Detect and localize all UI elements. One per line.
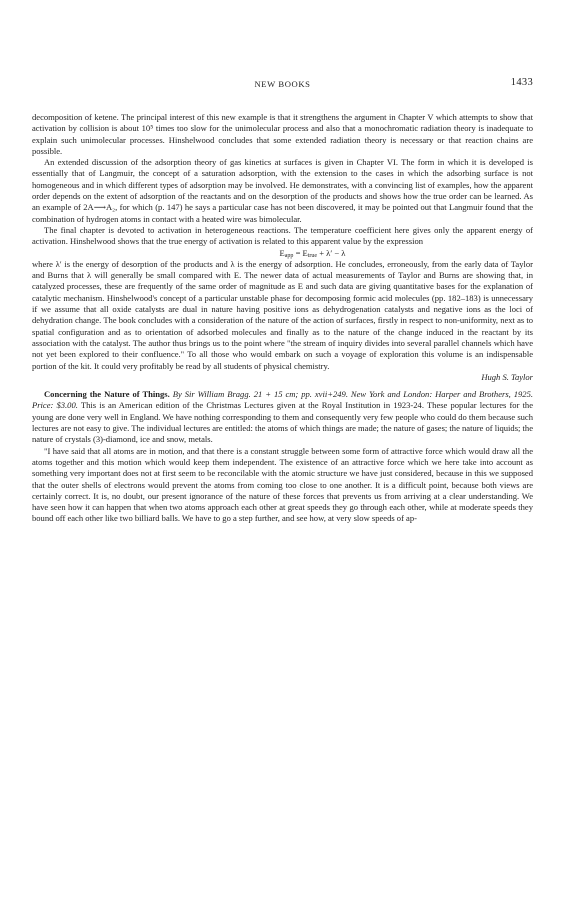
review1-paragraph-2: An extended discussion of the adsorption theory of gas kinetics at surfaces is given in Chapter VI. The form in which it is developed is essentially that of Langmuir, the concept of a saturation adsorption, with the extension to the cases in which the adsorbing surface is not homogeneous and in which different types of adsorption may be involved. He demonstrates, with a convincing list of examples, how the apparent order depends on the extent of adsorption of the reactants and on the desorption of the products and shows how the true order can be learned. As an example of 2A⟶A₂, for which (p. 147) he says a particular case has not been discovered, it may be pointed out that Langmuir found that the combination of hydrogen atoms in contact with a heated wire was bimolecular. (32, 157, 533, 224)
page-header (32, 79, 533, 95)
book-title: Concerning the Nature of Things. (44, 389, 170, 400)
eq-app-subscript: app (284, 252, 294, 259)
page-body (32, 112, 533, 525)
review2-quote: "I have said that all atoms are in motion, and that there is a constant struggle between some form of attractive force which would draw all the atoms together and this motion which would keep them independent. The existence of an attractive force which we here take into account as something very important does not at first seem to be reconcilable with the atomic structure we have just considered, because in this we supposed that the outer shells of electrons would prevent the atoms from coming too close to one another. It is a difficult point, because both views are certainly correct. It is, no doubt, our present ignorance of the nature of these forces that prevents us from arriving at a clear understanding. We have seen how it can happen that when two atoms approach each other at great speeds they go through each other, while at moderate speeds they bound off each other like two billiard balls. We have to go a step further, and see how, at very slow speeds of ap- (32, 445, 533, 524)
eq-e-app: E (279, 247, 285, 258)
book-bibliography: By Sir William Bragg. 21 + 15 cm; pp. xvii+249. New York and London: Harper and Brothers, 1925. Price: $3.00. (32, 389, 533, 411)
page-number: 1433 (510, 77, 533, 88)
review1-paragraph-1: decomposition of ketene. The principal interest of this new example is that it strengthens the argument in Chapter V which attempts to show that activation by collision is about 10⁵ times too slow for the unimolecular process and also that a monochromatic radiation theory is inadequate to explain such unimolecular processes. Hinshelwood concludes that some extended radiation theory is necessary or that reaction chains are possible. (32, 112, 533, 156)
review2-text: This is an American edition of the Christmas Lectures given at the Royal Institution in 1923-24. These popular lectures for the young are done very well in England. We have nothing corresponding to them and consequently very few people who could do them because such lectures are not easy to give. The individual lectures are entitled: the atoms of which things are made; the nature of gases; the nature of liquids; the nature of crystals (3)-diamond, ice and snow, metals. (32, 400, 534, 445)
eq-true-subscript: true (307, 252, 318, 259)
eq-remainder: + λ′ − λ (317, 247, 346, 258)
eq-equals-e: = E (293, 247, 308, 258)
review1-paragraph-4: where λ′ is the energy of desorption of the products and λ is the energy of adsorption. He concludes, erroneously, from the early data of Taylor and Burns that λ will generally be small compared with E. The newer data of actual measurements of Taylor and Burns are showing that, in catalyzed processes, these are frequently of the same order of magnitude as E and such data are giving quantitative bases for the explanation of catalytic mechanism. Hinshelwood's concept of a particular unstable phase for decomposing formic acid molecules (pp. 182–183) is unnecessary if we assume that all oxide catalysts are dual in nature having positive ions as dehydrogenation catalysts and negative ions as the loci of dehydration change. The book concludes with a consideration of the nature of the action of surfaces, firstly in respect to non-uniformity, next as to spatial configuration and as to orientation of adsorbed molecules and finally as to the nature of the change induced in the reactant by its association with the catalyst. The author thus brings us to the point where "the stream of inquiry divides into several parallel channels which have not yet been explored to their confluence." To all those who would embark on such a voyage of exploration this volume is an indispensable portion of the kit. It could very profitably be read by all students of physical chemistry. (32, 258, 533, 371)
activation-energy-equation (32, 248, 533, 259)
review1-paragraph-3: The final chapter is devoted to activation in heterogeneous reactions. The temperature coefficient here gives only the apparent energy of activation. Hinshelwood shows that the true energy of activation is related to this apparent value by the expression (32, 224, 533, 247)
running-title: NEW BOOKS (254, 79, 311, 89)
review2-paragraph-1 (32, 389, 533, 445)
reviewer-signature: Hugh S. Taylor (481, 371, 533, 382)
